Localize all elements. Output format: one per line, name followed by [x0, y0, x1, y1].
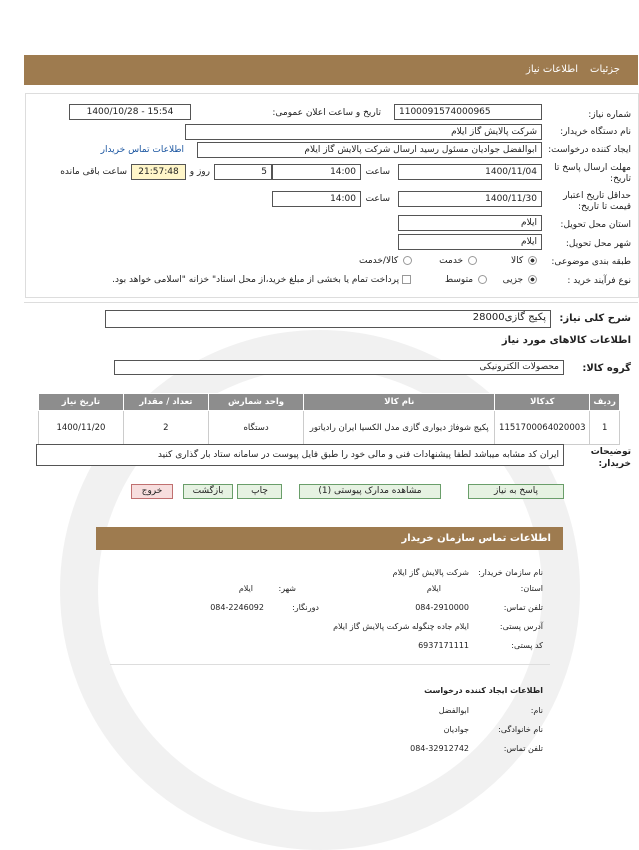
radio-icon — [468, 256, 477, 265]
deadline-time-label: ساعت — [365, 167, 390, 177]
goods-table — [38, 393, 620, 445]
process-label: نوع فرآیند خرید : — [567, 276, 631, 286]
table-row — [39, 411, 620, 445]
cell-date: 1400/11/20 — [39, 411, 124, 445]
attachments-button[interactable]: مشاهده مدارک پیوستی (1) — [299, 484, 441, 499]
contact-city-label: شهر: — [278, 584, 296, 593]
radio-selected-icon — [528, 256, 537, 265]
org-value: شرکت پالایش گاز ایلام — [392, 568, 469, 577]
table-header-row — [39, 394, 620, 411]
cell-quantity: 2 — [123, 411, 208, 445]
announce-label: تاریخ و ساعت اعلان عمومی: — [272, 108, 381, 118]
buyer-notes-label: توضیحات خریدار: — [590, 447, 631, 469]
category-label: طبقه بندی موضوعی: — [551, 257, 631, 267]
col-header-unit: واحد شمارش — [208, 394, 304, 411]
exit-button[interactable]: خروج — [131, 484, 173, 499]
city-field: ایلام — [398, 234, 542, 250]
buyer-contact-link[interactable]: اطلاعات تماس خریدار — [100, 145, 184, 155]
validity-time-label: ساعت — [365, 194, 390, 204]
validity-time-field: 14:00 — [272, 191, 361, 207]
creator-family-value: جوادیان — [443, 725, 469, 734]
treasury-payment-checkbox[interactable]: پرداخت تمام یا بخشی از مبلغ خرید،از محل اسناد" خزانه "اسلامی خواهد بود. — [112, 275, 411, 285]
print-button[interactable]: چاپ — [237, 484, 282, 499]
contact-address-label: آدرس پستی: — [499, 622, 543, 631]
need-number-field: 1100091574000965 — [394, 104, 542, 120]
days-label: روز و — [189, 167, 210, 177]
col-header-date: تاریخ نیاز — [39, 394, 124, 411]
deadline-label: مهلت ارسال پاسخ تا تاریخ: — [554, 163, 631, 184]
creator-info-title: اطلاعات ایجاد کننده درخواست — [424, 686, 543, 695]
contact-fax-label: دورنگار: — [292, 603, 319, 612]
goods-group-label: گروه کالا: — [582, 363, 631, 374]
creator-family-label: نام خانوادگی: — [498, 725, 543, 734]
category-option-goods[interactable]: کالا — [511, 256, 539, 266]
contact-section-header: اطلاعات تماس سازمان خریدار — [96, 527, 563, 550]
creator-field: ابوالفضل جوادیان مسئول رسید ارسال شرکت پالایش گاز ایلام — [197, 142, 542, 158]
category-option-service[interactable]: خدمت — [439, 256, 479, 266]
radio-icon — [403, 256, 412, 265]
contact-address-value: ایلام جاده چنگوله شرکت پالایش گاز ایلام — [333, 622, 469, 631]
radio-selected-icon — [528, 275, 537, 284]
reply-button[interactable]: پاسخ به نیاز — [468, 484, 564, 499]
back-button[interactable]: بازگشت — [183, 484, 233, 499]
contact-province-value: ایلام — [426, 584, 441, 593]
creator-label: ایجاد کننده درخواست: — [548, 145, 631, 155]
announce-field: 1400/10/28 - 15:54 — [69, 104, 191, 120]
contact-divider — [110, 664, 550, 665]
creator-name-label: نام: — [530, 706, 543, 715]
checkbox-icon — [402, 275, 411, 284]
tab-need-info[interactable]: اطلاعات نیاز — [526, 64, 578, 75]
divider — [24, 302, 638, 303]
process-option-medium[interactable]: متوسط — [445, 275, 489, 285]
contact-phone-label: تلفن تماس: — [503, 603, 543, 612]
creator-phone-value: 084-32912742 — [410, 744, 469, 753]
cell-code: 1151700064020003 — [495, 411, 590, 445]
deadline-time-field: 14:00 — [272, 164, 361, 180]
contact-city-value: ایلام — [238, 584, 253, 593]
col-header-name: نام کالا — [304, 394, 495, 411]
contact-postal-value: 6937171111 — [418, 641, 469, 650]
creator-name-value: ابوالفضل — [438, 706, 469, 715]
buyer-label: نام دستگاه خریدار: — [560, 127, 631, 137]
tab-details[interactable]: جزئیات — [590, 64, 620, 75]
cell-row-number: 1 — [590, 411, 620, 445]
deadline-date-field: 1400/11/04 — [398, 164, 542, 180]
goods-group-field: محصولات الکترونیکی — [114, 360, 564, 375]
buyer-field: شرکت پالایش گاز ایلام — [185, 124, 542, 140]
validity-date-field: 1400/11/30 — [398, 191, 542, 207]
summary-label: شرح کلی نیاز: — [559, 313, 631, 324]
contact-fax-value: 084-2246092 — [210, 603, 264, 612]
process-option-minor[interactable]: جزیی — [503, 275, 539, 285]
remaining-label: ساعت باقی مانده — [60, 167, 127, 177]
radio-icon — [478, 275, 487, 284]
need-number-label: شماره نیاز: — [588, 110, 631, 120]
col-header-row-number: ردیف — [590, 394, 620, 411]
org-label: نام سازمان خریدار: — [478, 568, 543, 577]
col-header-quantity: تعداد / مقدار — [123, 394, 208, 411]
province-label: استان محل تحویل: — [560, 220, 631, 230]
cell-unit: دستگاه — [208, 411, 304, 445]
summary-field: پکیج گازی28000 — [105, 310, 551, 328]
creator-phone-label: تلفن تماس: — [503, 744, 543, 753]
top-tab-bar — [24, 55, 638, 85]
remaining-time-field: 21:57:48 — [131, 164, 186, 180]
city-label: شهر محل تحویل: — [565, 239, 631, 249]
contact-postal-label: کد پستی: — [511, 641, 543, 650]
province-field: ایلام — [398, 215, 542, 231]
days-field: 5 — [214, 164, 272, 180]
validity-label: حداقل تاریخ اعتبار قیمت تا تاریخ: — [563, 191, 631, 212]
contact-province-label: استان: — [520, 584, 543, 593]
contact-phone-value: 084-2910000 — [415, 603, 469, 612]
buyer-notes-field: ایران کد مشابه میباشد لطفا پیشنهادات فنی و مالی خود را طبق فایل پیوست در سامانه ستاد بار گذاری کنید — [36, 444, 564, 466]
goods-section-title: اطلاعات کالاهای مورد نیاز — [501, 335, 631, 346]
cell-name: پکیج شوفاژ دیواری گازی مدل الکسیا ایران رادیاتور — [304, 411, 495, 445]
col-header-code: کدکالا — [495, 394, 590, 411]
category-option-both[interactable]: کالا/خدمت — [359, 256, 414, 266]
